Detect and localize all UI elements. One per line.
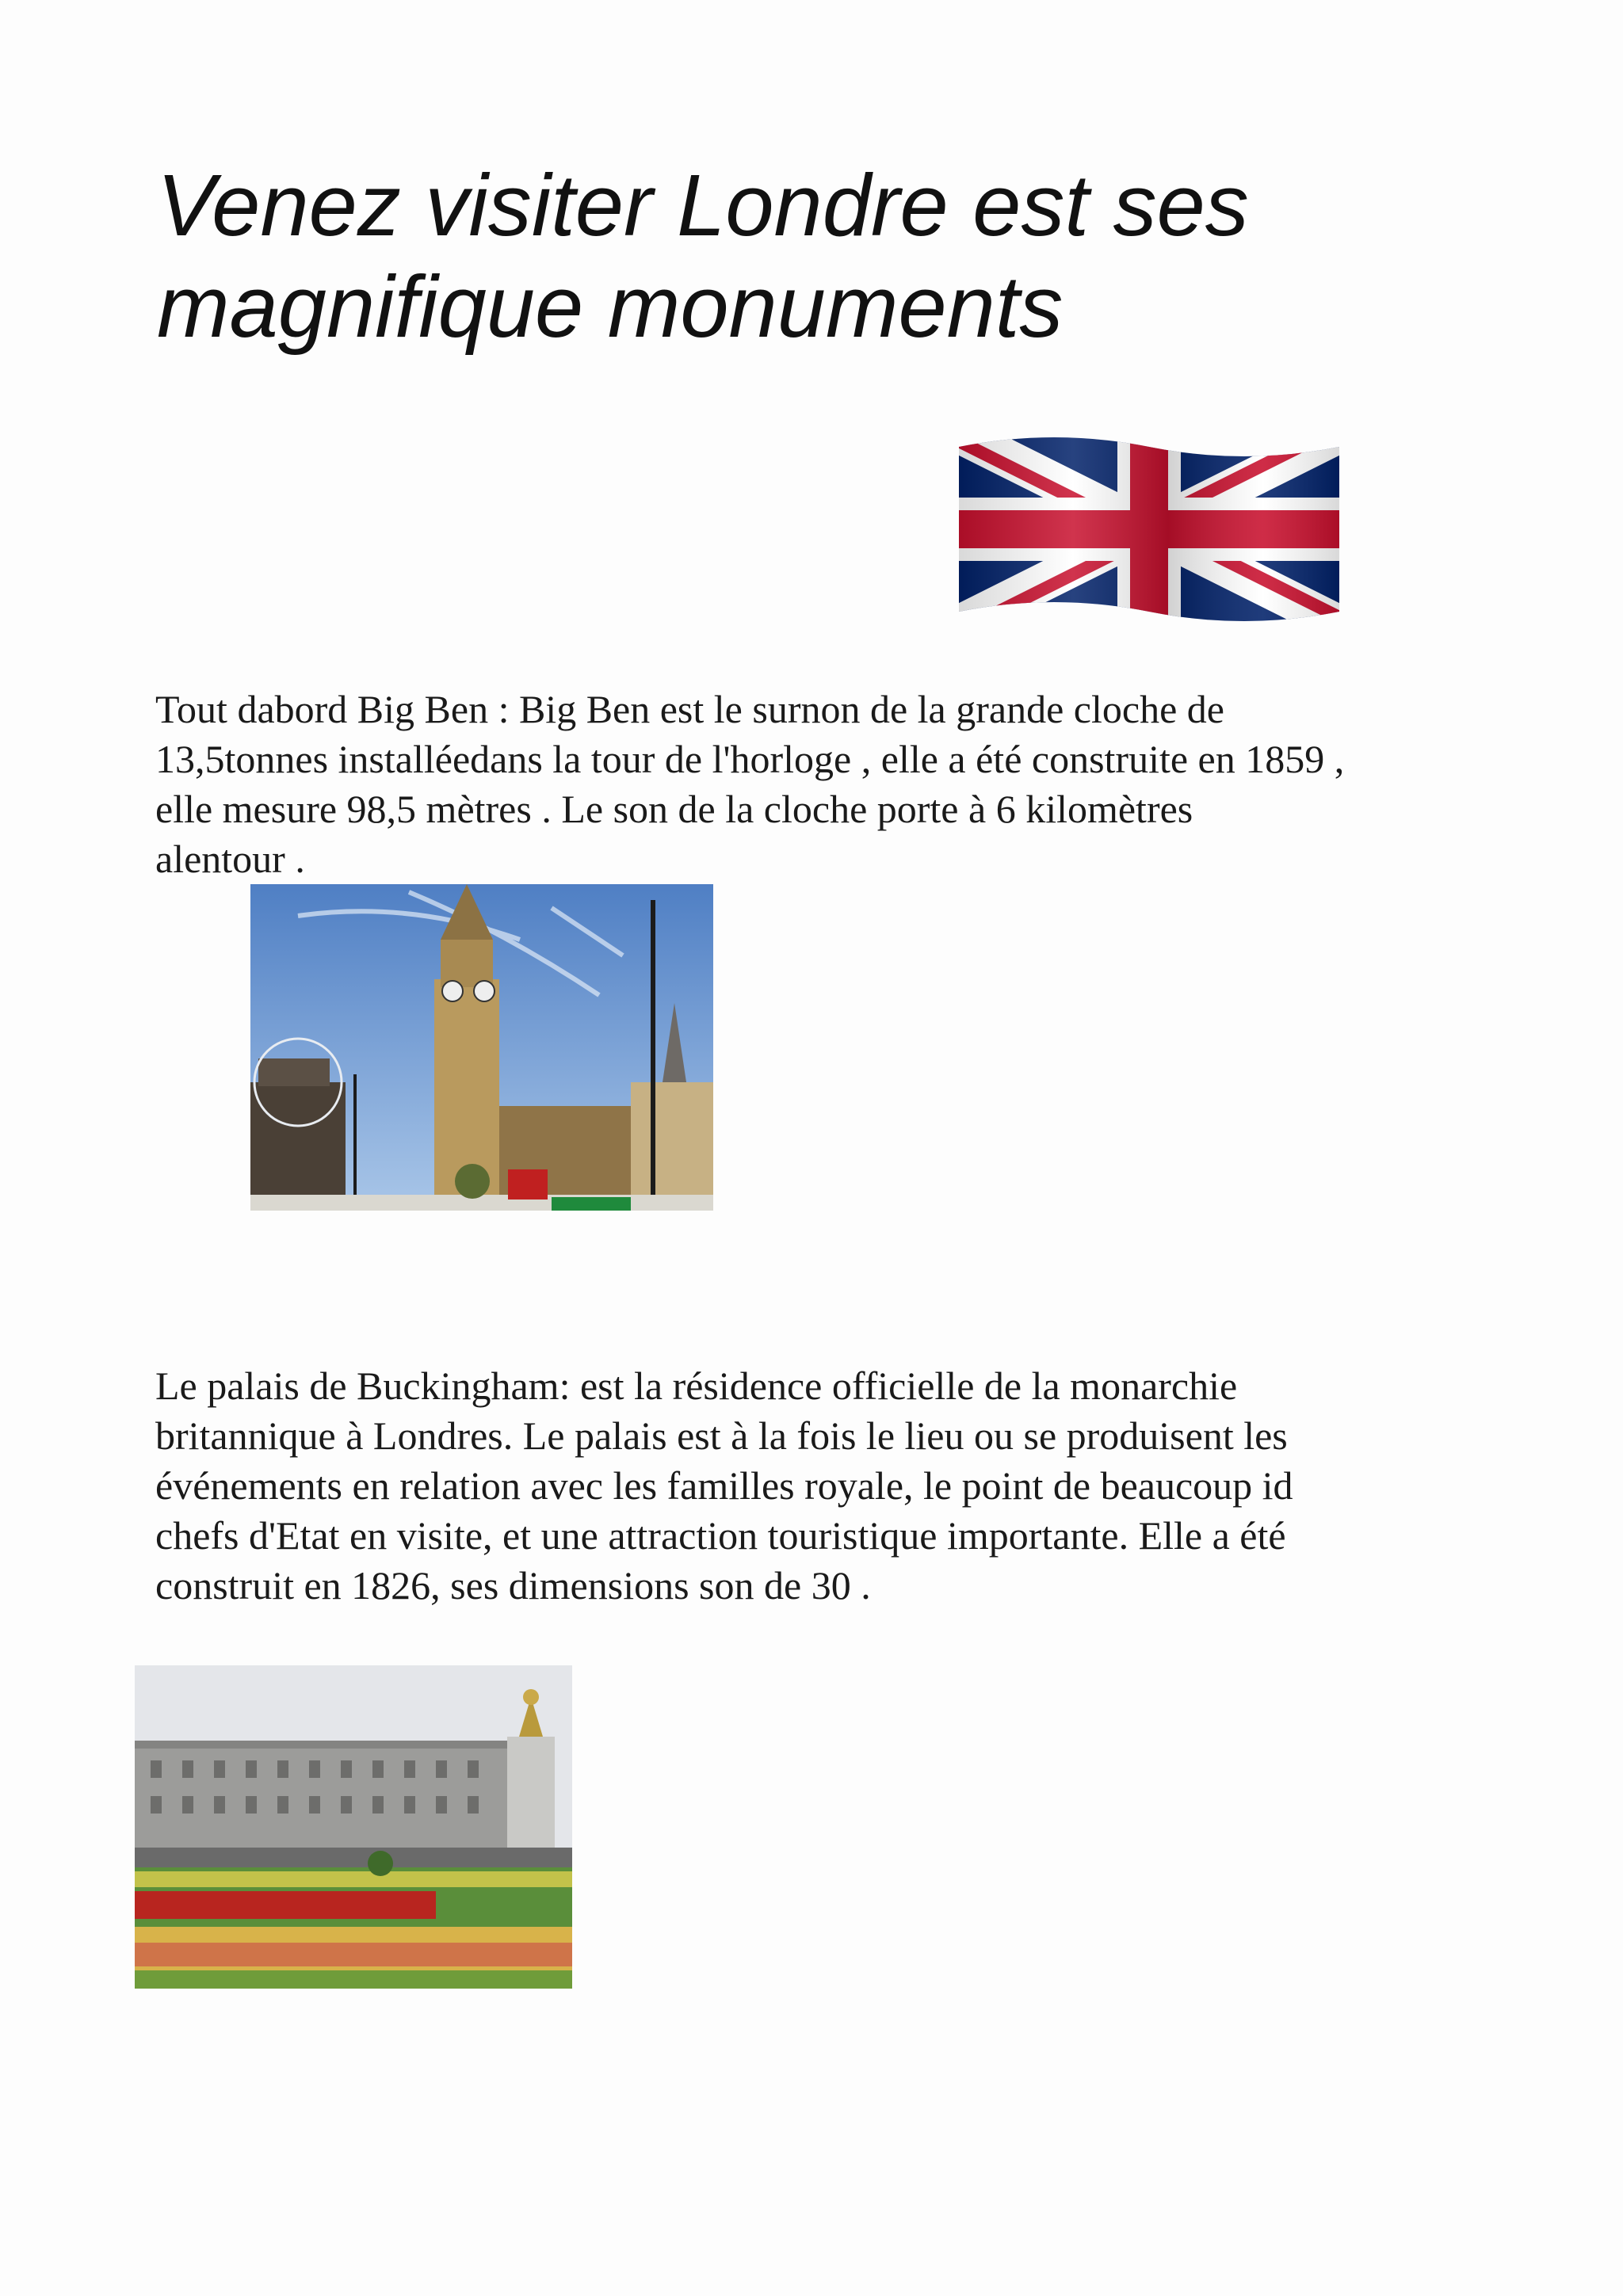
title-line-2: magnifique monuments <box>157 258 1064 356</box>
text-line: Le palais de Buckingham: est la résidence officielle de la monarchie <box>155 1363 1238 1408</box>
big-ben-paragraph <box>155 685 1487 884</box>
buckingham-palace-photo <box>135 1665 572 1989</box>
text-line: britannique à Londres. Le palais est à la fois le lieu ou se produisent les <box>155 1413 1288 1458</box>
union-jack-flag-icon <box>959 434 1339 624</box>
big-ben-photo <box>250 884 713 1211</box>
text-line: Tout dabord Big Ben : Big Ben est le surnon de la grande cloche de <box>155 687 1224 731</box>
text-line: 13,5tonnes installéedans la tour de l'horloge , elle a été construite en 1859 , <box>155 737 1345 781</box>
text-line: chefs d'Etat en visite, et une attraction touristique importante. Elle a été <box>155 1513 1286 1558</box>
text-line: événements en relation avec les familles royale, le point de beaucoup id <box>155 1463 1293 1508</box>
buckingham-paragraph <box>155 1361 1487 1611</box>
page-title <box>157 155 1425 358</box>
text-line: elle mesure 98,5 mètres . Le son de la cloche porte à 6 kilomètres <box>155 787 1193 831</box>
text-line: alentour . <box>155 837 305 881</box>
text-line: construit en 1826, ses dimensions son de 30 . <box>155 1563 871 1608</box>
title-line-1: Venez visiter Londre est ses <box>157 157 1249 254</box>
